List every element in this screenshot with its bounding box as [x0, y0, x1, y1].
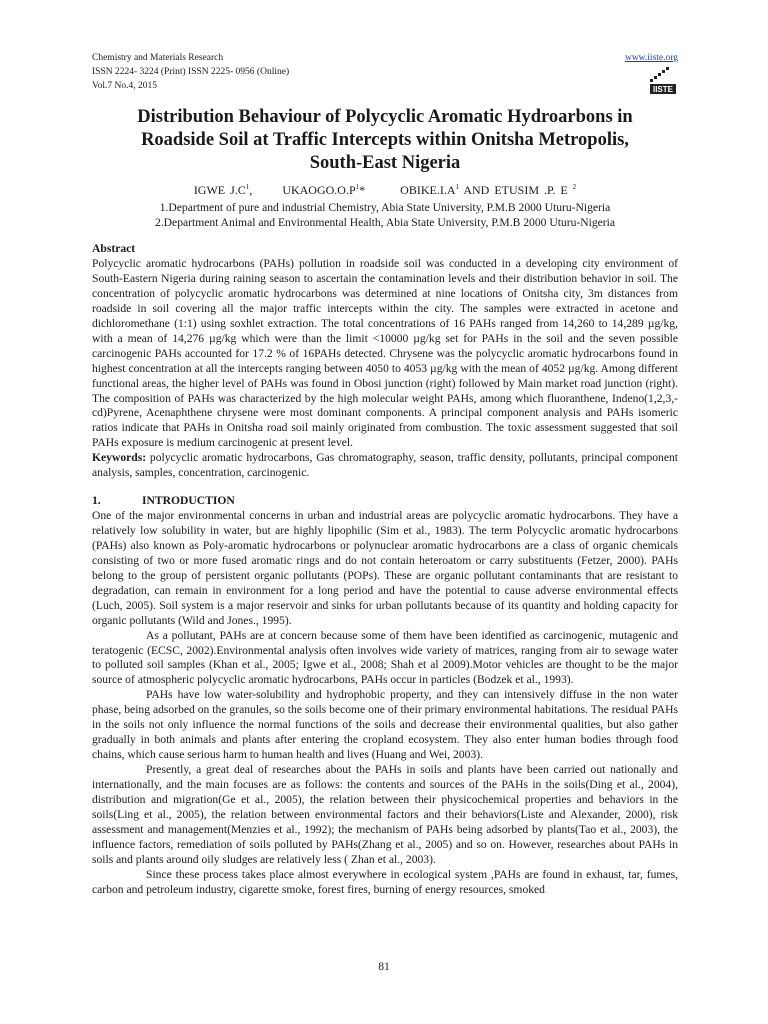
author-name: IGWE J.C [193, 183, 246, 197]
journal-name: Chemistry and Materials Research [92, 53, 224, 63]
intro-paragraph: Since these process takes place almost everywhere in ecological system ,PAHs are found in exhaust, tar, fumes, carbon and petroleum industry, cigarette smoke, forest fires, burning of energy resources, smoked [92, 867, 678, 896]
section-number: 1. [92, 494, 101, 507]
author-affiliation-mark: 2 [572, 183, 577, 191]
journal-info [92, 51, 678, 93]
author-affiliation-mark: 1 [455, 183, 459, 191]
title-line: South-East Nigeria [309, 153, 461, 173]
volume-line: Vol.7 No.4, 2015 [92, 81, 158, 91]
keywords-list: polycyclic aromatic hydrocarbons, Gas chromatography, season, traffic density, pollutants, principal component analysis, samples, concentration, carcinogenic. [92, 451, 678, 480]
intro-paragraph: One of the major environmental concerns in urban and industrial areas are polycyclic aromatic hydrocarbons. They have a relatively low solubility in water, but are highly lipophilic (Sim et al., 1983). The term Polycyclic aromatic hydrocarbons (PAHs) also known as Poly-aromatic hydrocarbons or polynuclear aromatic hydrocarbons are a class of organic chemicals consisting of two or more fused aromatic rings and do not contain heteroatom or carry substituents (Fetzer, 2000). PAHs belong to the group of persistent organic pollutants (POPs). These are organic pollutant contaminants that are resistant to degradation, can remain in environment for a long period and have the potential to cause adverse environmental effects (Luch, 2005). Soil system is a major reservoir and sinks for urban pollutants because of its quantity and holding capacity for organic pollutants (Wild and Jones., 1995). [92, 508, 678, 627]
running-header [92, 51, 678, 93]
intro-paragraph: As a pollutant, PAHs are at concern because some of them have been identified as carcinogenic, mutagenic and teratogenic (ECSC, 2002).Environmental analysis often involves wide variety of matrices, ranging from air to sewage water to polluted soil samples (Khan et al., 2005; Igwe et al., 2008; Shah et al 2009).Motor vehicles are thought to be the major source of atmospheric polycyclic aromatic hydrocarbons, PAHs occur in particles (Bodzek et al., 1993). [92, 628, 678, 687]
issn-line: ISSN 2224- 3224 (Print) ISSN 2225- 0956 (Online) [92, 67, 290, 77]
introduction-section [92, 494, 678, 898]
intro-paragraph: PAHs have low water-solubility and hydrophobic property, and they can intensively diffuse in the non water phase, being adsorbed on the granules, so the soils become one of their primary environmental habitations. The residual PAHs in the soils not only influence the normal functions of the soils and decrease their environmental qualities, but also gather gradually in both animals and plants after entering the cropland ecosystem. They also enter human bodies through food chains, which cause serious harm to human health and lives (Huang and Wei, 2003). [92, 688, 678, 762]
page-number: 81 [378, 960, 390, 973]
abstract-text: Polycyclic aromatic hydrocarbons (PAHs) pollution in roadside soil was conducted in a developing city environment of South-Eastern Nigeria during raining season to ascertain the contamination levels and their distribution behavior in soil. The concentration of polycyclic aromatic hydrocarbons was determined at nine locations of Onitsha city, 3m distances from roadside in soil covering all the major traffic intercepts within the city. The samples were extracted in acetone and dichloromethane (1:1) using soxhlet extraction. The total concentrations of 16 PAHs ranged from 14,260 to 14,289 µg/kg, with a mean of 14,276 µg/kg which were than the limit <10000 µg/kg set for PAHs in the soil and the seven possible carcinogenic PAHs accounted for 17.2 % of 16PAHs detected. Chrysene was the polycyclic aromatic hydrocarbons found in highest concentration at all the intercepts ranging between 4050 to 4053 µg/kg with the mean of 4052 µg/kg. Among different functional areas, the higher level of PAHs was found in Obosi junction (right) followed by Main market road junction (right). The composition of PAHs was characterized by the high molecular weight PAHs, among which fluoranthene, Indeno(1,2,3,-cd)Pyrene, Acenaphthene chrysene were most dominant components. A principal component analysis and PAHs isomeric ratios indicate that PAHs in Onitsha road soil mainly originated from combustion. The toxic assessment suggested that soil PAHs exposure is medium carcinogenic at present level. [92, 256, 678, 450]
author-affiliation-mark: 1 [245, 183, 250, 191]
introduction-heading [92, 494, 678, 509]
title-line: Roadside Soil at Traffic Intercepts within Onitsha Metropolis, [141, 130, 629, 150]
author-name: OBIKE.I.A [400, 183, 456, 197]
keywords-paragraph [92, 451, 678, 481]
intro-paragraph: Presently, a great deal of researches about the PAHs in soils and plants have been carried out nationally and internationally, and the main focuses are as follows: the contents and sources of the PAHs in the soils(Ding et al., 2004), distribution and migration(Ge et al., 2005), the relation between their physicochemical properties and behaviors in the soils(Ling et al., 2005), the relation between environmental factors and their behaviors(Liste and Alexander, 2000), risk assessment and management(Menzies et al., 1992); the mechanism of PAHs being adsorbed by plants(Tao et al., 2003), the influence factors, remediation of soils polluted by PAHs(Zhang et al., 2005) and so on. However, researches about PAHs in soils and plants around oily sludges are relatively less ( Zhan et al., 2003). [92, 763, 678, 866]
author-name: UKAOGO.O.P [282, 183, 356, 197]
affiliation-1: 1.Department of pure and industrial Chemistry, Abia State University, P.M.B 2000 Uturu-Nigeria [159, 201, 611, 214]
keywords-label: Keywords: [92, 451, 147, 465]
author-list: IGWE $J.C^1$, $UKAOGO.O.P^1*$ $OBIKE.I.A^1$ AND ETUSIM .P. E $^2$ [193, 183, 577, 197]
iiste-logo-icon [648, 65, 678, 95]
title-line: Distribution Behaviour of Polycyclic Aromatic Hydroarbons in [137, 107, 633, 127]
journal-url-link[interactable]: www.iiste.org [624, 53, 678, 63]
author-affiliation-mark: 1 [355, 183, 360, 191]
section-title: INTRODUCTION [142, 494, 235, 507]
abstract-section [92, 242, 678, 481]
paper-title [92, 106, 678, 175]
abstract-heading: Abstract [92, 242, 136, 255]
logo-text: IISTE [652, 85, 674, 94]
affiliation-2: 2.Department Animal and Environmental Health, Abia State University, P.M.B 2000 Uturu-Nigeria [154, 216, 615, 229]
